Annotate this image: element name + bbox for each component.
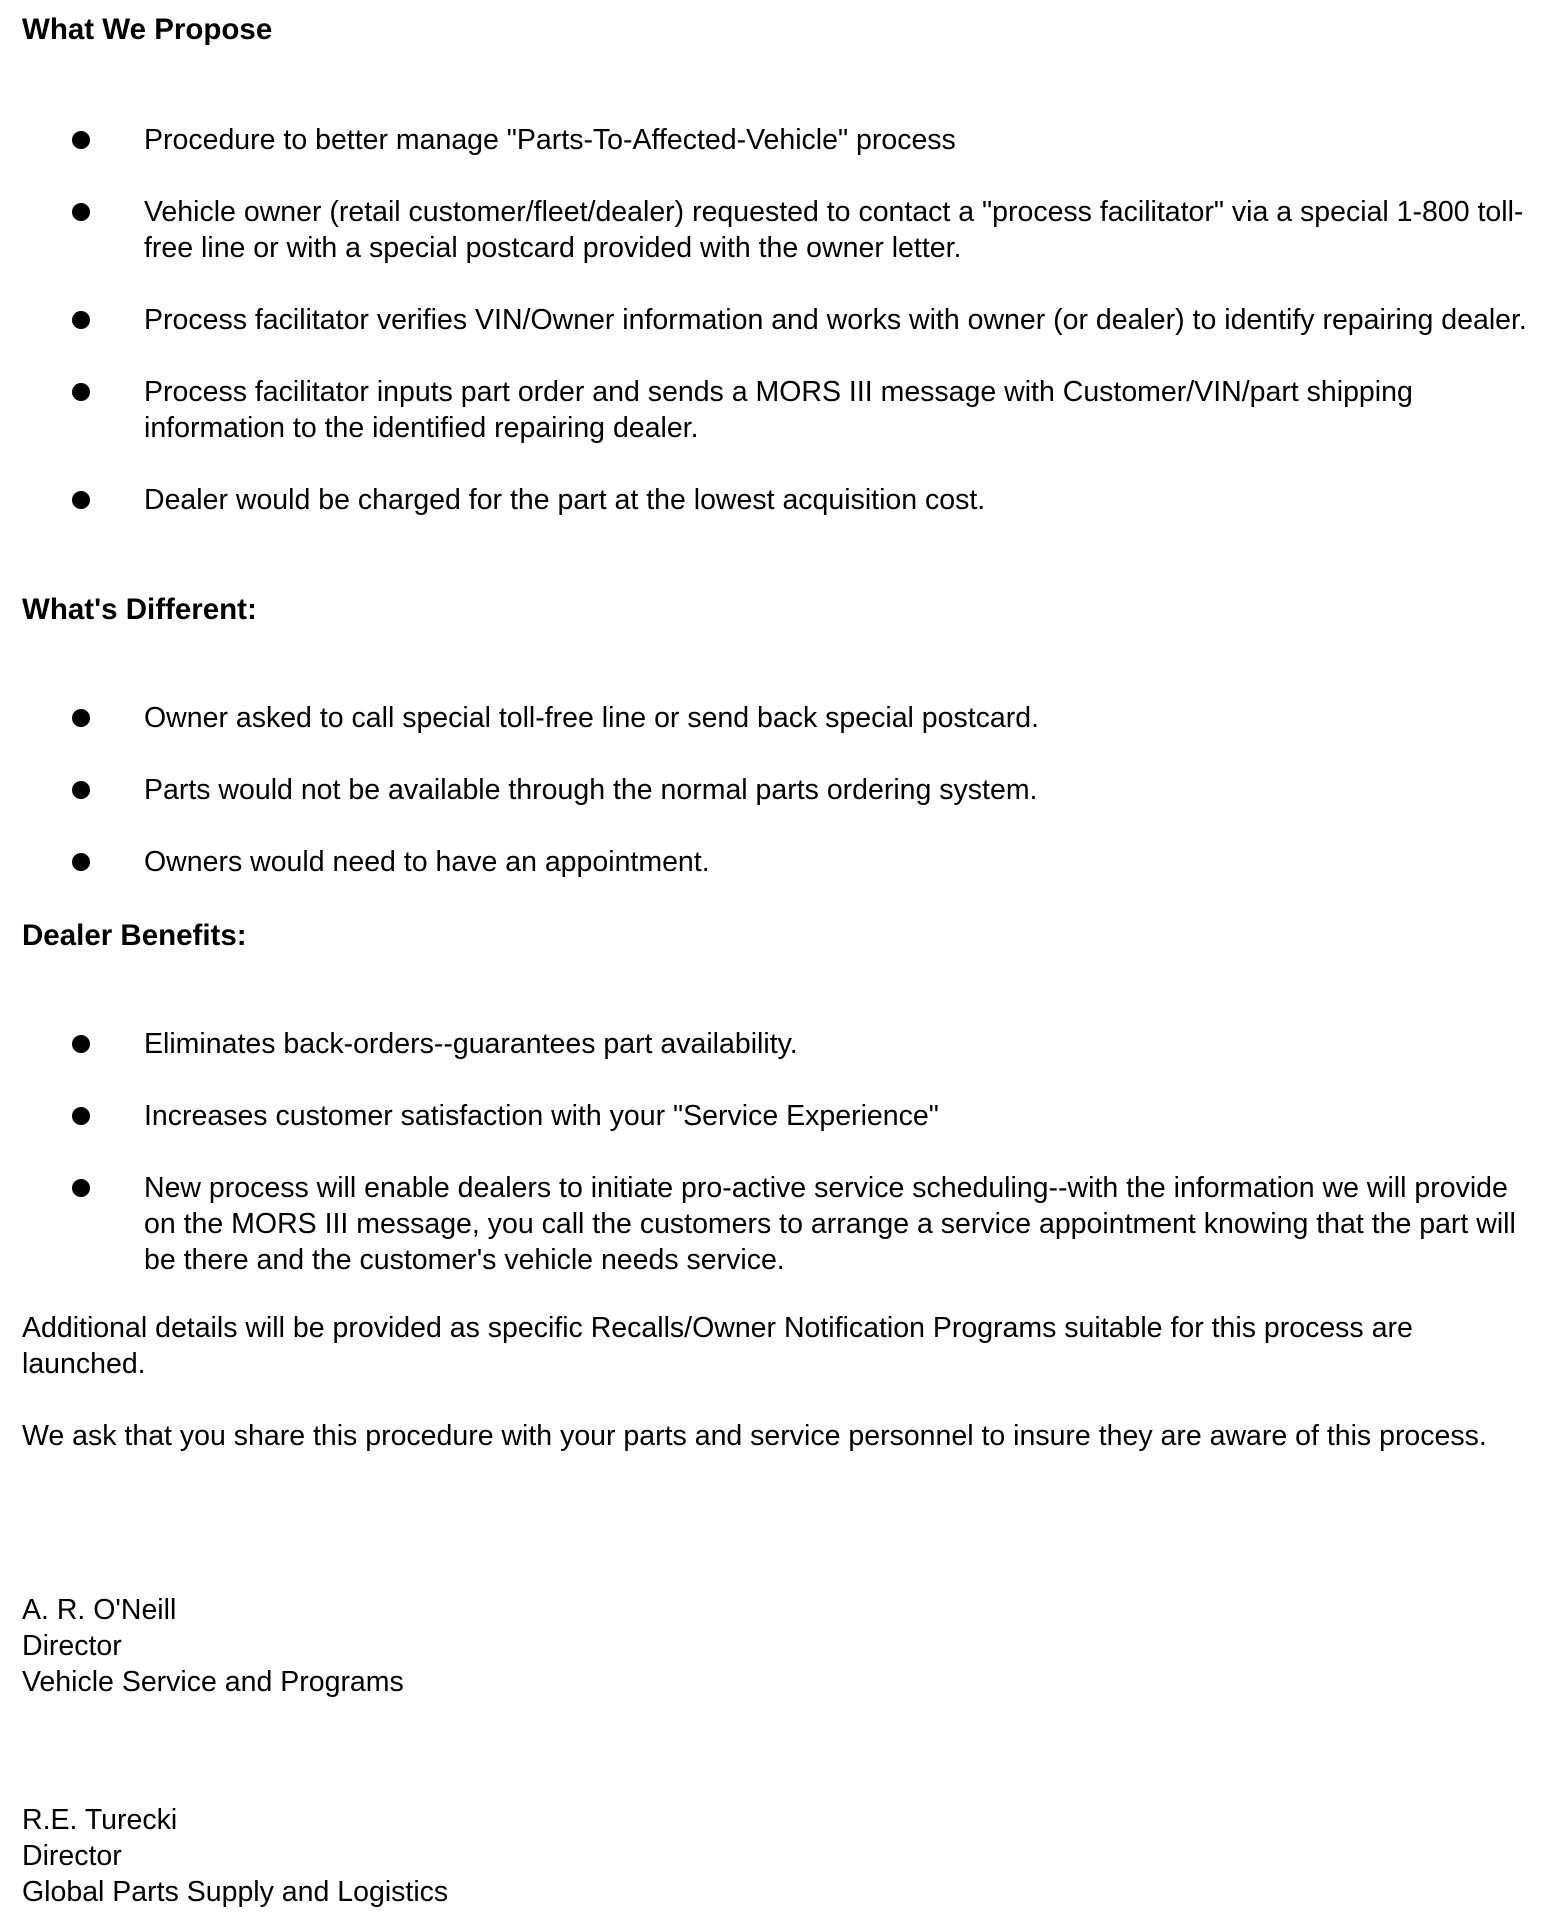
signatory-name: R.E. Turecki [22, 1804, 178, 1836]
bullet-icon [72, 491, 90, 509]
bullet-icon [72, 781, 90, 799]
signatory-department: Vehicle Service and Programs [22, 1666, 404, 1698]
bullet-icon [72, 1179, 90, 1197]
bullet-icon [72, 203, 90, 221]
list-item [0, 302, 1568, 338]
bullet-icon [72, 709, 90, 727]
list-item [0, 122, 1568, 158]
list-item [0, 844, 1568, 880]
bullet-icon [72, 311, 90, 329]
signatory-title: Director [22, 1840, 122, 1872]
list-item-text: Increases customer satisfaction with your "Service Experience" [144, 1100, 939, 1132]
list-item [0, 772, 1568, 808]
closing-paragraph: We ask that you share this procedure with your parts and service personnel to insure they are aware of this process. [22, 1420, 1487, 1452]
bullet-icon [72, 1107, 90, 1125]
list-item [0, 374, 1568, 446]
benefits-list [0, 1026, 1568, 1278]
section-heading-proposal: What We Propose [22, 13, 273, 46]
closing-paragraph: Additional details will be provided as specific Recalls/Owner Notification Programs suitable for this process are launched. [22, 1312, 1413, 1380]
signature-block [22, 1802, 448, 1910]
signature-block [22, 1592, 404, 1700]
list-item [0, 1170, 1568, 1278]
bullet-icon [72, 1035, 90, 1053]
section-heading-benefits: Dealer Benefits: [22, 919, 247, 952]
list-item-text: Owner asked to call special toll-free line or send back special postcard. [144, 702, 1040, 734]
list-item-text: Procedure to better manage "Parts-To-Affected-Vehicle" process [144, 124, 956, 156]
signatory-title: Director [22, 1630, 122, 1662]
list-item [0, 1098, 1568, 1134]
bullet-icon [72, 383, 90, 401]
signatory-name: A. R. O'Neill [22, 1594, 177, 1626]
list-item-text: Eliminates back-orders--guarantees part availability. [144, 1028, 798, 1060]
different-list [0, 700, 1568, 880]
section-heading-different: What's Different: [22, 593, 257, 626]
bullet-icon [72, 131, 90, 149]
list-item [0, 482, 1568, 518]
list-item-text: Process facilitator inputs part order and sends a MORS III message with Customer/VIN/part shipping information to the identified repairing dealer. [144, 376, 1413, 444]
signatory-department: Global Parts Supply and Logistics [22, 1876, 449, 1908]
list-item [0, 700, 1568, 736]
list-item-text: Process facilitator verifies VIN/Owner information and works with owner (or dealer) to identify repairing dealer. [144, 304, 1527, 336]
list-item-text: Vehicle owner (retail customer/fleet/dealer) requested to contact a "process facilitator" via a special 1-800 toll-free line or with a special postcard provided with the owner letter. [144, 196, 1524, 264]
list-item [0, 194, 1568, 266]
list-item-text: Owners would need to have an appointment. [144, 846, 710, 878]
list-item-text: Parts would not be available through the normal parts ordering system. [144, 774, 1038, 806]
list-item [0, 1026, 1568, 1062]
list-item-text: New process will enable dealers to initiate pro-active service scheduling--with the information we will provide on the MORS III message, you call the customers to arrange a service appointment knowing that the part will be there and the customer's vehicle needs service. [144, 1172, 1516, 1276]
proposal-list [0, 122, 1568, 518]
bullet-icon [72, 853, 90, 871]
list-item-text: Dealer would be charged for the part at the lowest acquisition cost. [144, 484, 986, 516]
